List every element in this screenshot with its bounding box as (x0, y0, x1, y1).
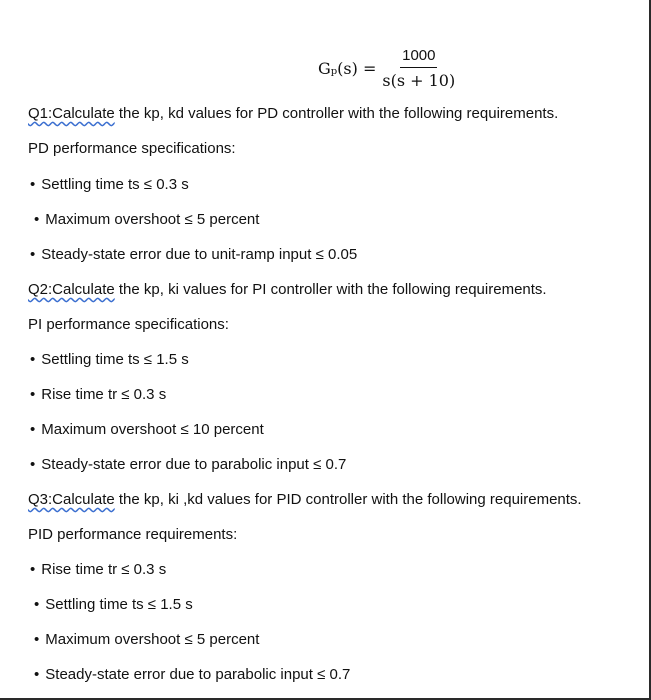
equation-denominator: s(s + 10) (382, 70, 456, 90)
list-item (34, 631, 259, 648)
bullet-icon: • (34, 211, 40, 228)
list-item-text: Settling time ts ≤ 1.5 s (41, 351, 189, 368)
list-item (30, 246, 357, 263)
list-item-text: Maximum overshoot ≤ 5 percent (45, 211, 260, 228)
list-item-text: Maximum overshoot ≤ 5 percent (45, 631, 260, 648)
list-item (30, 456, 346, 473)
list-item (34, 211, 259, 228)
list-item-text: Maximum overshoot ≤ 10 percent (41, 421, 264, 438)
bullet-icon: • (34, 666, 40, 683)
q2-label: Q2:Calculate (28, 281, 115, 298)
transfer-function-equation (318, 44, 455, 92)
q2-text: the kp, ki values for PI controller with the following requirements. (114, 281, 547, 298)
list-item-text: Settling time ts ≤ 0.3 s (41, 176, 189, 193)
list-item-text: Settling time ts ≤ 1.5 s (45, 596, 193, 613)
q3-label: Q3:Calculate (28, 491, 115, 508)
bullet-icon: • (30, 561, 36, 578)
list-item-text: Steady-state error due to parabolic input ≤ 0.7 (41, 456, 347, 473)
q2-spec-heading: PI performance specifications: (28, 316, 229, 333)
list-item-text: Rise time tr ≤ 0.3 s (41, 561, 167, 578)
equation-numerator: 1000 (400, 47, 437, 68)
bullet-icon: • (30, 351, 36, 368)
q3-text: the kp, ki ,kd values for PID controller with the following requirements. (114, 491, 582, 508)
bullet-icon: • (30, 176, 36, 193)
equation-lhs: Gₚ(s) = (318, 58, 377, 78)
list-item-text: Rise time tr ≤ 0.3 s (41, 386, 167, 403)
list-item (34, 596, 193, 613)
q1-spec-heading: PD performance specifications: (28, 140, 236, 157)
list-item (30, 421, 264, 438)
bullet-icon: • (30, 456, 36, 473)
bullet-icon: • (30, 246, 36, 263)
bullet-icon: • (34, 631, 40, 648)
list-item (30, 176, 189, 193)
list-item (30, 386, 166, 403)
list-item (30, 351, 189, 368)
q1-question (28, 105, 558, 122)
q1-label: Q1:Calculate (28, 105, 115, 122)
bullet-icon: • (30, 421, 36, 438)
list-item (34, 666, 350, 683)
equation-fraction (382, 47, 455, 90)
list-item-text: Steady-state error due to parabolic input ≤ 0.7 (45, 666, 351, 683)
q2-question (28, 281, 547, 298)
q1-text: the kp, kd values for PD controller with the following requirements. (114, 105, 559, 122)
q3-question (28, 491, 582, 508)
bullet-icon: • (30, 386, 36, 403)
list-item (30, 561, 166, 578)
bullet-icon: • (34, 596, 40, 613)
list-item-text: Steady-state error due to unit-ramp input ≤ 0.05 (41, 246, 358, 263)
q3-spec-heading: PID performance requirements: (28, 526, 238, 543)
